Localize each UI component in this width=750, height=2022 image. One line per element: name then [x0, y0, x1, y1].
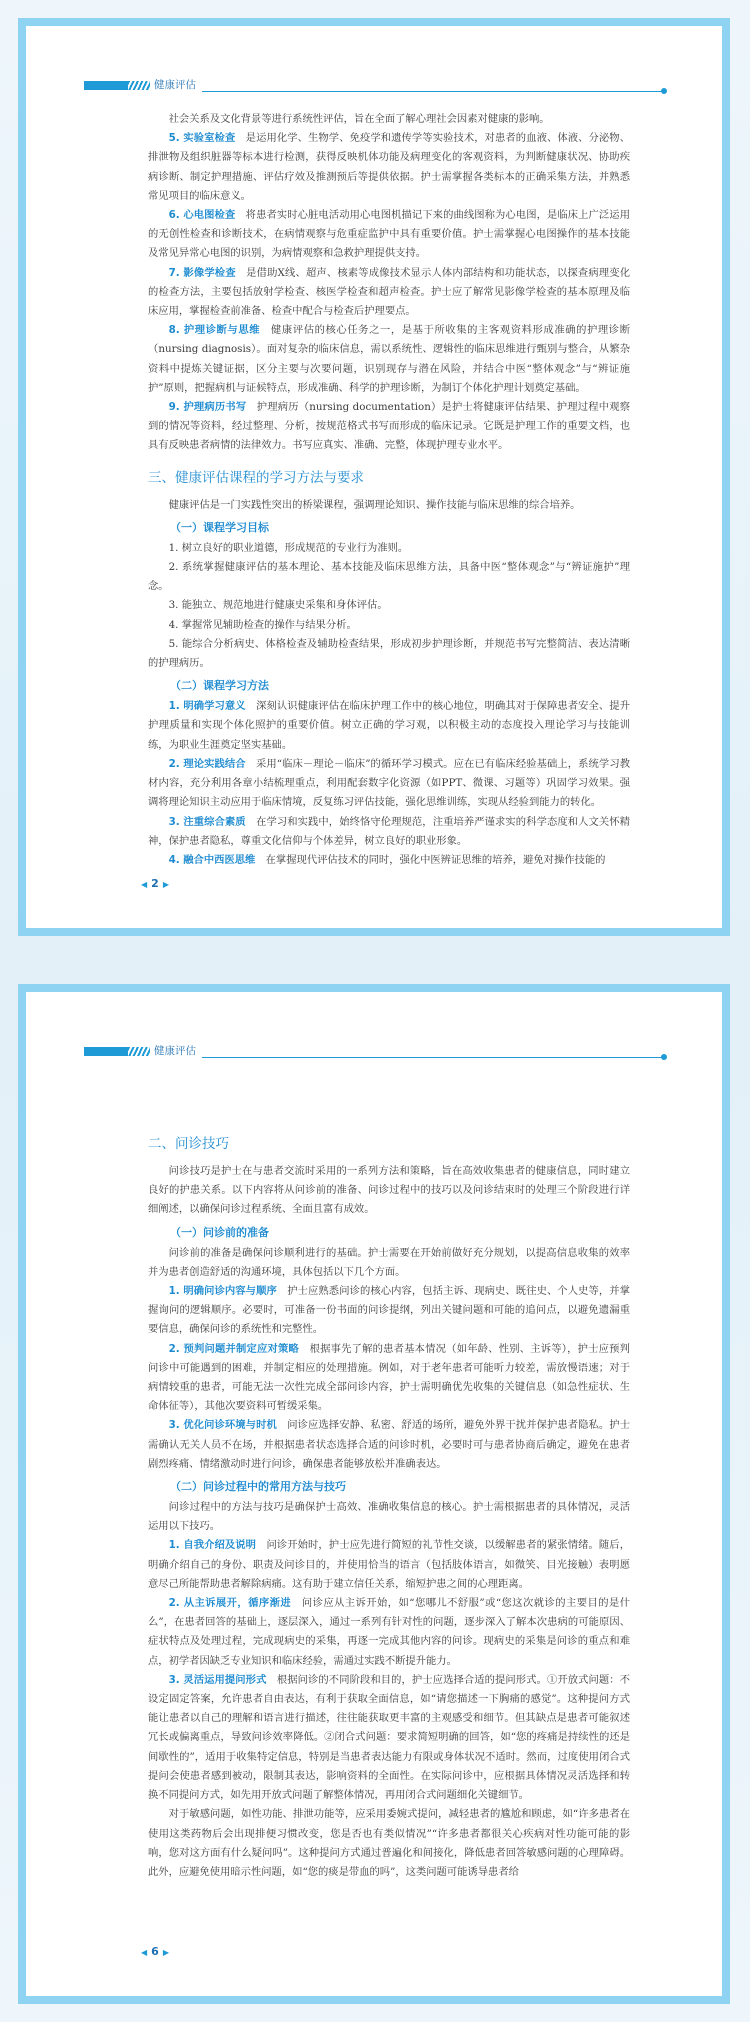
- term-text: 是运用化学、生物学、免疫学和遗传学等实验技术，对患者的血液、体液、分泌物、排泄物及组织脏器等标本进行检测，获得反映机体功能及病理变化的客观资料，为判断健康状况、协助疾病诊断、制定护理措施、评估疗效及推测预后等提供依据。护士需掌握各类标本的正确采集方法，并熟悉常见项目的临床意义。: [148, 132, 630, 202]
- page-6: [18, 984, 730, 2004]
- subsection-heading: （二）问诊过程中的常用方法与技巧: [170, 1480, 346, 1494]
- term-label: 1. 明确学习意义: [168, 700, 246, 713]
- body-paragraph: 问诊技巧是护士在与患者交流时采用的一系列方法和策略，旨在高效收集患者的健康信息，同时建立良好的护患关系。以下内容将从问诊前的准备、问诊过程中的技巧以及问诊结束时的处理三个阶段进行详细阐述，以确保问诊过程系统、全面且富有成效。: [148, 1165, 630, 1216]
- term-text: 采用“临床－理论－临床”的循环学习模式。应在已有临床经验基础上，系统学习教材内容，充分利用各章小结梳理重点，利用配套数字化资源（如PPT、微课、习题等）巩固学习效果。强调将理论知识主动应用于临床情境，反复练习评估技能，强化思维训练，实现从经验到能力的转化。: [148, 757, 630, 809]
- term-text: 问诊开始时，护士应先进行简短的礼节性交谈，以缓解患者的紧张情绪。随后，明确介绍自己的身份、职责及问诊目的，并使用恰当的语言（包括肢体语言，如微笑、目光接触）表明愿意尽己所能帮助患者解除病痛。这有助于建立信任关系，缩短护患之间的心理距离。: [148, 1539, 630, 1590]
- prev-arrow-icon: ◀: [141, 880, 148, 889]
- body-paragraph: 问诊过程中的方法与技巧是确保护士高效、准确收集信息的核心。护士需根据患者的具体情况，灵活运用以下技巧。: [148, 1501, 630, 1533]
- term-text: 问诊应选择安静、私密、舒适的场所，避免外界干扰并保护患者隐私。护士需确认无关人员不在场，并根据患者状态选择合适的问诊时机，必要时可与患者协商后确定，避免在患者剧烈疼痛、情绪激动时进行问诊，确保患者能够放松并准确表达。: [148, 1419, 630, 1470]
- term-paragraph: [148, 1536, 630, 1594]
- term-paragraph: [148, 755, 630, 813]
- next-arrow-icon: ▶: [162, 1948, 169, 1957]
- body-paragraph: 5. 能综合分析病史、体格检查及辅助检查结果，形成初步护理诊断，并规范书写完整简洁、表达清晰的护理病历。: [148, 637, 630, 670]
- term-paragraph: [148, 129, 630, 206]
- subsection-heading: （二）课程学习方法: [170, 679, 269, 693]
- term-label: 2. 理论实践结合: [168, 757, 246, 770]
- body-paragraph: 3. 能独立、规范地进行健康史采集和身体评估。: [168, 599, 388, 612]
- term-text: 根据事先了解的患者基本情况（如年龄、性别、主诉等），护士应预判问诊中可能遇到的困难，并制定相应的处理措施。例如，对于老年患者可能听力较差，需放慢语速；对于病情较重的患者，可能无法一次性完成全部问诊内容，护士需明确优先收集的关键信息（如急性症状、生命体征等），其他次要资料可暂缓采集。: [148, 1342, 630, 1413]
- term-text: 在掌握现代评估技术的同时，强化中医辨证思维的培养，避免对操作技能的: [265, 853, 606, 866]
- term-text: 深刻认识健康评估在临床护理工作中的核心地位，明确其对于保障患者安全、提升护理质量和实现个体化照护的重要价值。树立正确的学习观，以积极主动的态度投入理论学习与技能训练，为职业生涯奠定坚实基础。: [148, 700, 630, 751]
- term-text: 护士应熟悉问诊的核心内容，包括主诉、现病史、既往史、个人史等，并掌握询问的逻辑顺序。必要时，可准备一份书面的问诊提纲，列出关键问题和可能的追问点，以避免遗漏重要信息，确保问诊的系统性和完整性。: [148, 1285, 630, 1336]
- term-label: 5. 实验室检查: [168, 132, 236, 145]
- term-label: 4. 融合中西医思维: [168, 853, 256, 866]
- body-paragraph: 2. 系统掌握健康评估的基本理论、基本技能及临床思维方法，具备中医“整体观念”与“辨证施护”理念。: [148, 561, 630, 593]
- running-header: [84, 1044, 664, 1058]
- term-label: 2. 预判问题并制定应对策略: [168, 1342, 300, 1355]
- term-paragraph: [148, 1340, 630, 1417]
- body-paragraph: 对于敏感问题，如性功能、排泄功能等，应采用委婉式提问，减轻患者的尴尬和顾虑，如“许多患者在使用这类药物后会出现排便习惯改变，您是否也有类似情况”“许多患者都很关心疾病对性功能可能的影响，您对这方面有什么疑问吗”。这种提问方式通过普遍化和间接化，降低患者回答敏感问题的心理障碍。此外，应避免使用暗示性问题，如“您的痰是带血的吗”，这类问题可能诱导患者给: [148, 1808, 630, 1878]
- term-label: 8. 护理诊断与思维: [168, 324, 261, 337]
- term-paragraph: [148, 851, 630, 870]
- header-rule: [202, 1057, 664, 1058]
- header-rule: [202, 91, 664, 92]
- term-paragraph: [148, 813, 630, 851]
- header-stripes-decoration: [128, 81, 150, 90]
- header-bar-decoration: [84, 81, 128, 90]
- term-text: 健康评估的核心任务之一，是基于所收集的主客观资料形成准确的护理诊断（nursing diagnosis）。面对复杂的临床信息，需以系统性、逻辑性的临床思维进行甄别与整合，从繁杂资料中提炼关键证据，区分主要与次要问题，识别现存与潜在风险，并结合中医“整体观念”与“辨证施护”原则，把握病机与证候特点，形成准确、科学的护理诊断，为制订个体化护理计划奠定基础。: [148, 324, 631, 394]
- header-bar-decoration: [84, 1047, 128, 1056]
- term-paragraph: [148, 321, 630, 398]
- term-paragraph: [148, 398, 630, 456]
- header-title: 健康评估: [154, 1045, 196, 1057]
- page-content: [148, 1122, 630, 1882]
- prev-arrow-icon: ◀: [141, 1948, 148, 1957]
- term-text: 护理病历（nursing documentation）是护士将健康评估结果、护理过程中观察到的情况等资料，经过整理、分析，按规范格式书写而形成的临床记录。它既是护理工作的重要文档，也具有反映患者病情的法律效力。书写应真实、准确、完整，体现护理专业水平。: [148, 401, 630, 452]
- term-text: 根据问诊的不同阶段和目的，护士应选择合适的提问形式。①开放式问题：不设定固定答案，允许患者自由表达，有利于获取全面信息，如“请您描述一下胸痛的感觉”。这种提问方式能让患者以自己的理解和语言进行描述，往往能获取更丰富的主观感受和细节。但其缺点是患者可能叙述冗长或偏离重点，导致问诊效率降低。②闭合式问题：要求简短明确的回答，如“您的疼痛是持续性的还是间歇性的”，适用于收集特定信息，特别是当患者表达能力有限或身体状况不适时。然而，过度使用闭合式提问会使患者感到被动，限制其表达，影响资料的全面性。在实际问诊中，应根据具体情况灵活选择和转换不同提问方式，如先用开放式问题了解整体情况，再用闭合式问题细化关键细节。: [148, 1673, 630, 1802]
- term-paragraph: [148, 1594, 630, 1671]
- term-label: 3. 注重综合素质: [168, 815, 246, 828]
- term-text: 在学习和实践中，始终恪守伦理规范，注重培养严谨求实的科学态度和人文关怀精神，保护患者隐私，尊重文化信仰与个体差异，树立良好的职业形象。: [148, 815, 630, 847]
- header-stripes-decoration: [128, 1047, 150, 1056]
- term-label: 9. 护理病历书写: [168, 401, 247, 414]
- term-label: 6. 心电图检查: [168, 209, 236, 222]
- body-paragraph: 问诊前的准备是确保问诊顺利进行的基础。护士需要在开始前做好充分规划，以提高信息收集的效率并为患者创造舒适的沟通环境，具体包括以下几个方面。: [148, 1246, 630, 1278]
- header-dot-decoration: [661, 88, 667, 94]
- section-heading: 三、健康评估课程的学习方法与要求: [148, 469, 364, 486]
- term-text: 是借助X线、超声、核素等成像技术显示人体内部结构和功能状态，以探查病理变化的检查方法，主要包括放射学检查、核医学检查和超声检查。护士应了解常见影像学检查的基本原理及临床应用，掌握检查前准备、检查中配合与检查后护理要点。: [148, 266, 630, 318]
- term-paragraph: [148, 1416, 630, 1474]
- term-text: 问诊应从主诉开始，如“您哪儿不舒服”或“您这次就诊的主要目的是什么”，在患者回答的基础上，逐层深入，通过一系列有针对性的问题，逐步深入了解本次患病的可能原因、症状特点及处理过程，完成现病史的采集，再逐一完成其他内容的问诊。现病史的采集是问诊的重点和难点，初学者因缺乏专业知识和临床经验，需通过实践不断提升能力。: [148, 1597, 630, 1667]
- term-paragraph: [148, 206, 630, 264]
- section-heading: 二、问诊技巧: [148, 1136, 229, 1152]
- body-paragraph: 社会关系及文化背景等进行系统性评估，旨在全面了解心理社会因素对健康的影响。: [168, 113, 550, 125]
- term-paragraph: [148, 1671, 630, 1805]
- header-dot-decoration: [661, 1054, 667, 1060]
- body-paragraph: 1. 树立良好的职业道德，形成规范的专业行为准则。: [168, 541, 409, 554]
- term-label: 1. 自我介绍及说明: [168, 1539, 257, 1552]
- term-label: 1. 明确问诊内容与顺序: [168, 1285, 277, 1298]
- term-label: 2. 从主诉展开，循序渐进: [168, 1597, 292, 1610]
- body-paragraph: 健康评估是一门实践性突出的桥梁课程，强调理论知识、操作技能与临床思维的综合培养。: [168, 498, 581, 511]
- term-label: 3. 灵活运用提问形式: [168, 1673, 267, 1686]
- subsection-heading: （一）问诊前的准备: [170, 1225, 269, 1239]
- term-label: 3. 优化问诊环境与时机: [168, 1419, 277, 1432]
- term-label: 7. 影像学检查: [168, 266, 236, 279]
- header-title: 健康评估: [154, 79, 196, 91]
- term-text: 将患者实时心脏电活动用心电图机描记下来的曲线图称为心电图，是临床上广泛运用的无创性检查和诊断技术，在病情观察与危重症监护中具有重要价值。护士需掌握心电图操作的基本技能及常见异常心电图的识别，为病情观察和急救护理提供支持。: [148, 209, 630, 260]
- term-paragraph: [148, 697, 630, 755]
- running-header: [84, 78, 664, 92]
- page-content: [148, 110, 630, 870]
- subsection-heading: （一）课程学习目标: [170, 520, 269, 534]
- page-number: ◀ 6 ▶: [141, 1945, 169, 1958]
- next-arrow-icon: ▶: [162, 880, 169, 889]
- page-2: [18, 18, 730, 936]
- body-paragraph: 4. 掌握常见辅助检查的操作与结果分析。: [168, 618, 357, 631]
- page-number: ◀ 2 ▶: [141, 877, 169, 890]
- term-paragraph: [148, 264, 630, 322]
- term-paragraph: [148, 1282, 630, 1340]
